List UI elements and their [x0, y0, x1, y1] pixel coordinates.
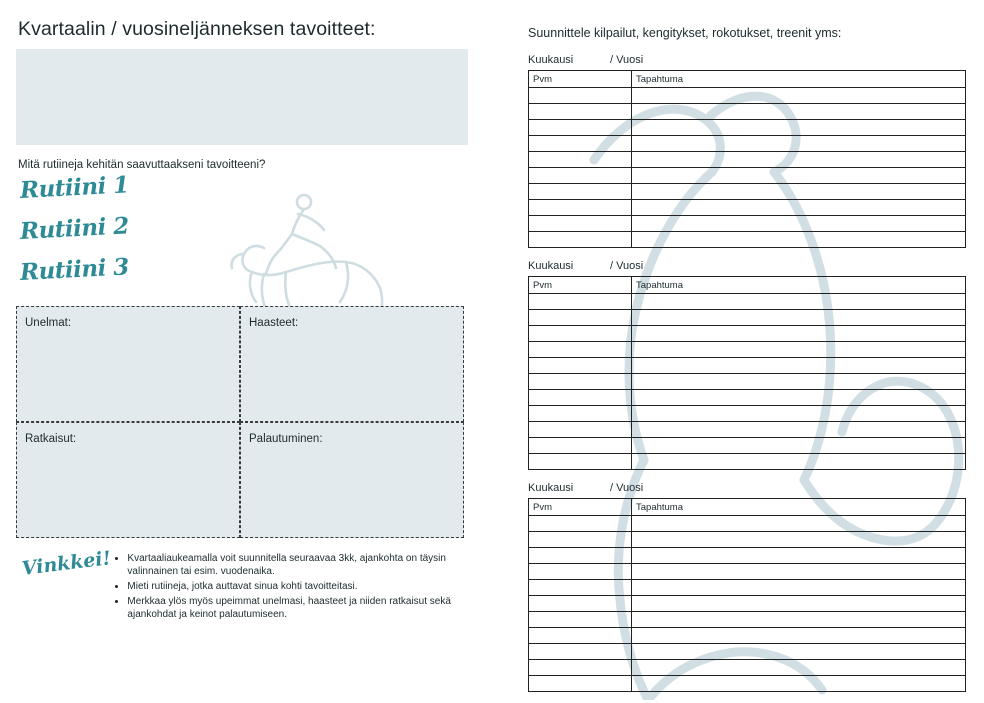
cell-date[interactable]	[529, 548, 632, 564]
month-block-2	[528, 260, 968, 470]
cell-date[interactable]	[529, 104, 632, 120]
cell-event[interactable]	[632, 216, 966, 232]
routine-label-1: Rutiini 1	[19, 171, 130, 204]
table-row[interactable]	[529, 406, 966, 422]
cell-date[interactable]	[529, 580, 632, 596]
table-row[interactable]	[529, 548, 966, 564]
quadrant-solutions[interactable]	[16, 422, 240, 538]
tips-section	[16, 547, 468, 623]
cell-event[interactable]	[632, 104, 966, 120]
table-row[interactable]	[529, 516, 966, 532]
month-header	[528, 482, 968, 494]
table-row[interactable]	[529, 596, 966, 612]
table-row[interactable]	[529, 454, 966, 470]
routine-row	[16, 253, 468, 300]
month-header	[528, 260, 968, 272]
table-row[interactable]	[529, 232, 966, 248]
cell-date[interactable]	[529, 152, 632, 168]
column-header-event: Tapahtuma	[632, 277, 966, 294]
column-header-date: Pvm	[529, 499, 632, 516]
cell-date[interactable]	[529, 596, 632, 612]
table-row[interactable]	[529, 200, 966, 216]
cell-date[interactable]	[529, 660, 632, 676]
cell-date[interactable]	[529, 532, 632, 548]
cell-date[interactable]	[529, 564, 632, 580]
list-item: • Kvartaaliaukeamalla voit suunnitella seuraavaa 3kk, ajankohta on täysin valinnainen tai esim. vuodenaika.	[127, 552, 468, 578]
month-block-1	[528, 54, 968, 248]
table-row[interactable]	[529, 88, 966, 104]
table-row[interactable]	[529, 358, 966, 374]
cell-date[interactable]	[529, 374, 632, 390]
table-row[interactable]	[529, 184, 966, 200]
cell-event[interactable]	[632, 184, 966, 200]
quadrant-label-challenges: Haasteet:	[249, 317, 299, 329]
cell-event[interactable]	[632, 200, 966, 216]
routines-question-label: Mitä rutiineja kehitän saavuttaakseni tavoitteeni?	[18, 159, 266, 171]
cell-event[interactable]	[632, 516, 966, 532]
goals-writing-area[interactable]	[16, 49, 468, 145]
event-table-3[interactable]	[528, 498, 966, 692]
column-header-event: Tapahtuma	[632, 71, 966, 88]
cell-event[interactable]	[632, 454, 966, 470]
table-row[interactable]	[529, 390, 966, 406]
cell-event[interactable]	[632, 232, 966, 248]
quadrant-challenges[interactable]	[240, 306, 464, 422]
cell-event[interactable]	[632, 438, 966, 454]
cell-date[interactable]	[529, 136, 632, 152]
cell-event[interactable]	[632, 596, 966, 612]
month-header	[528, 54, 968, 66]
month-block-3	[528, 482, 968, 692]
cell-event[interactable]	[632, 342, 966, 358]
cell-event[interactable]	[632, 310, 966, 326]
table-row[interactable]	[529, 644, 966, 660]
year-label[interactable]: / Vuosi	[610, 260, 644, 272]
table-row[interactable]	[529, 660, 966, 676]
routine-label-2: Rutiini 2	[19, 212, 130, 245]
page-title: Kvartaalin / vuosineljänneksen tavoitteet:	[18, 18, 376, 40]
quadrant-recovery[interactable]	[240, 422, 464, 538]
table-row[interactable]	[529, 532, 966, 548]
left-column	[16, 18, 468, 623]
tips-title: Vinkkei!	[20, 547, 113, 580]
cell-date[interactable]	[529, 644, 632, 660]
cell-event[interactable]	[632, 88, 966, 104]
cell-date[interactable]	[529, 88, 632, 104]
cell-date[interactable]	[529, 390, 632, 406]
cell-date[interactable]	[529, 326, 632, 342]
event-table-2[interactable]	[528, 276, 966, 470]
cell-date[interactable]	[529, 294, 632, 310]
table-header-row	[529, 499, 966, 516]
quadrant-grid	[16, 306, 464, 538]
cell-event[interactable]	[632, 390, 966, 406]
table-row[interactable]	[529, 422, 966, 438]
cell-date[interactable]	[529, 422, 632, 438]
table-row[interactable]	[529, 564, 966, 580]
cell-date[interactable]	[529, 168, 632, 184]
routine-row	[16, 212, 468, 259]
list-item: • Merkkaa ylös myös upeimmat unelmasi, haasteet ja niiden ratkaisut sekä ajankohdat ja keinot palautumiseen.	[127, 595, 468, 621]
table-row[interactable]	[529, 676, 966, 692]
table-row[interactable]	[529, 326, 966, 342]
cell-date[interactable]	[529, 628, 632, 644]
cell-event[interactable]	[632, 294, 966, 310]
tips-list	[111, 552, 468, 623]
cell-event[interactable]	[632, 580, 966, 596]
table-row[interactable]	[529, 136, 966, 152]
cell-event[interactable]	[632, 612, 966, 628]
cell-event[interactable]	[632, 660, 966, 676]
year-label[interactable]: / Vuosi	[610, 54, 644, 66]
table-row[interactable]	[529, 438, 966, 454]
list-item: • Mieti rutiineja, jotka auttavat sinua kohti tavoitteitasi.	[127, 580, 468, 593]
cell-date[interactable]	[529, 438, 632, 454]
cell-event[interactable]	[632, 628, 966, 644]
planning-title: Suunnittele kilpailut, kengitykset, rokotukset, treenit yms:	[528, 26, 842, 40]
table-row[interactable]	[529, 168, 966, 184]
cell-event[interactable]	[632, 326, 966, 342]
year-label[interactable]: / Vuosi	[610, 482, 644, 494]
right-column	[528, 26, 968, 703]
cell-event[interactable]	[632, 152, 966, 168]
cell-date[interactable]	[529, 310, 632, 326]
table-row[interactable]	[529, 580, 966, 596]
cell-date[interactable]	[529, 358, 632, 374]
table-row[interactable]	[529, 612, 966, 628]
cell-event[interactable]	[632, 548, 966, 564]
table-row[interactable]	[529, 628, 966, 644]
cell-event[interactable]	[632, 136, 966, 152]
event-table-1[interactable]	[528, 70, 966, 248]
cell-date[interactable]	[529, 184, 632, 200]
table-header-row	[529, 71, 966, 88]
cell-date[interactable]	[529, 406, 632, 422]
quadrant-label-solutions: Ratkaisut:	[25, 433, 77, 445]
cell-date[interactable]	[529, 454, 632, 470]
cell-event[interactable]	[632, 358, 966, 374]
table-row[interactable]	[529, 310, 966, 326]
cell-event[interactable]	[632, 676, 966, 692]
cell-event[interactable]	[632, 532, 966, 548]
column-header-date: Pvm	[529, 277, 632, 294]
cell-date[interactable]	[529, 676, 632, 692]
quadrant-label-recovery: Palautuminen:	[249, 433, 323, 445]
month-label[interactable]: Kuukausi	[528, 482, 574, 494]
cell-date[interactable]	[529, 120, 632, 136]
cell-date[interactable]	[529, 342, 632, 358]
table-row[interactable]	[529, 152, 966, 168]
table-row[interactable]	[529, 342, 966, 358]
column-header-date: Pvm	[529, 71, 632, 88]
table-header-row	[529, 277, 966, 294]
cell-date[interactable]	[529, 232, 632, 248]
cell-event[interactable]	[632, 422, 966, 438]
cell-event[interactable]	[632, 406, 966, 422]
column-header-event: Tapahtuma	[632, 499, 966, 516]
table-row[interactable]	[529, 216, 966, 232]
table-row[interactable]	[529, 104, 966, 120]
cell-event[interactable]	[632, 168, 966, 184]
cell-event[interactable]	[632, 374, 966, 390]
table-row[interactable]	[529, 294, 966, 310]
routine-label-3: Rutiini 3	[19, 253, 130, 286]
routine-row	[16, 171, 468, 218]
quadrant-dreams[interactable]	[16, 306, 240, 422]
table-row[interactable]	[529, 374, 966, 390]
cell-date[interactable]	[529, 216, 632, 232]
cell-date[interactable]	[529, 200, 632, 216]
cell-event[interactable]	[632, 120, 966, 136]
table-row[interactable]	[529, 120, 966, 136]
cell-event[interactable]	[632, 564, 966, 580]
cell-date[interactable]	[529, 516, 632, 532]
quadrant-label-dreams: Unelmat:	[25, 317, 72, 329]
cell-date[interactable]	[529, 612, 632, 628]
cell-event[interactable]	[632, 644, 966, 660]
month-label[interactable]: Kuukausi	[528, 54, 574, 66]
month-label[interactable]: Kuukausi	[528, 260, 574, 272]
